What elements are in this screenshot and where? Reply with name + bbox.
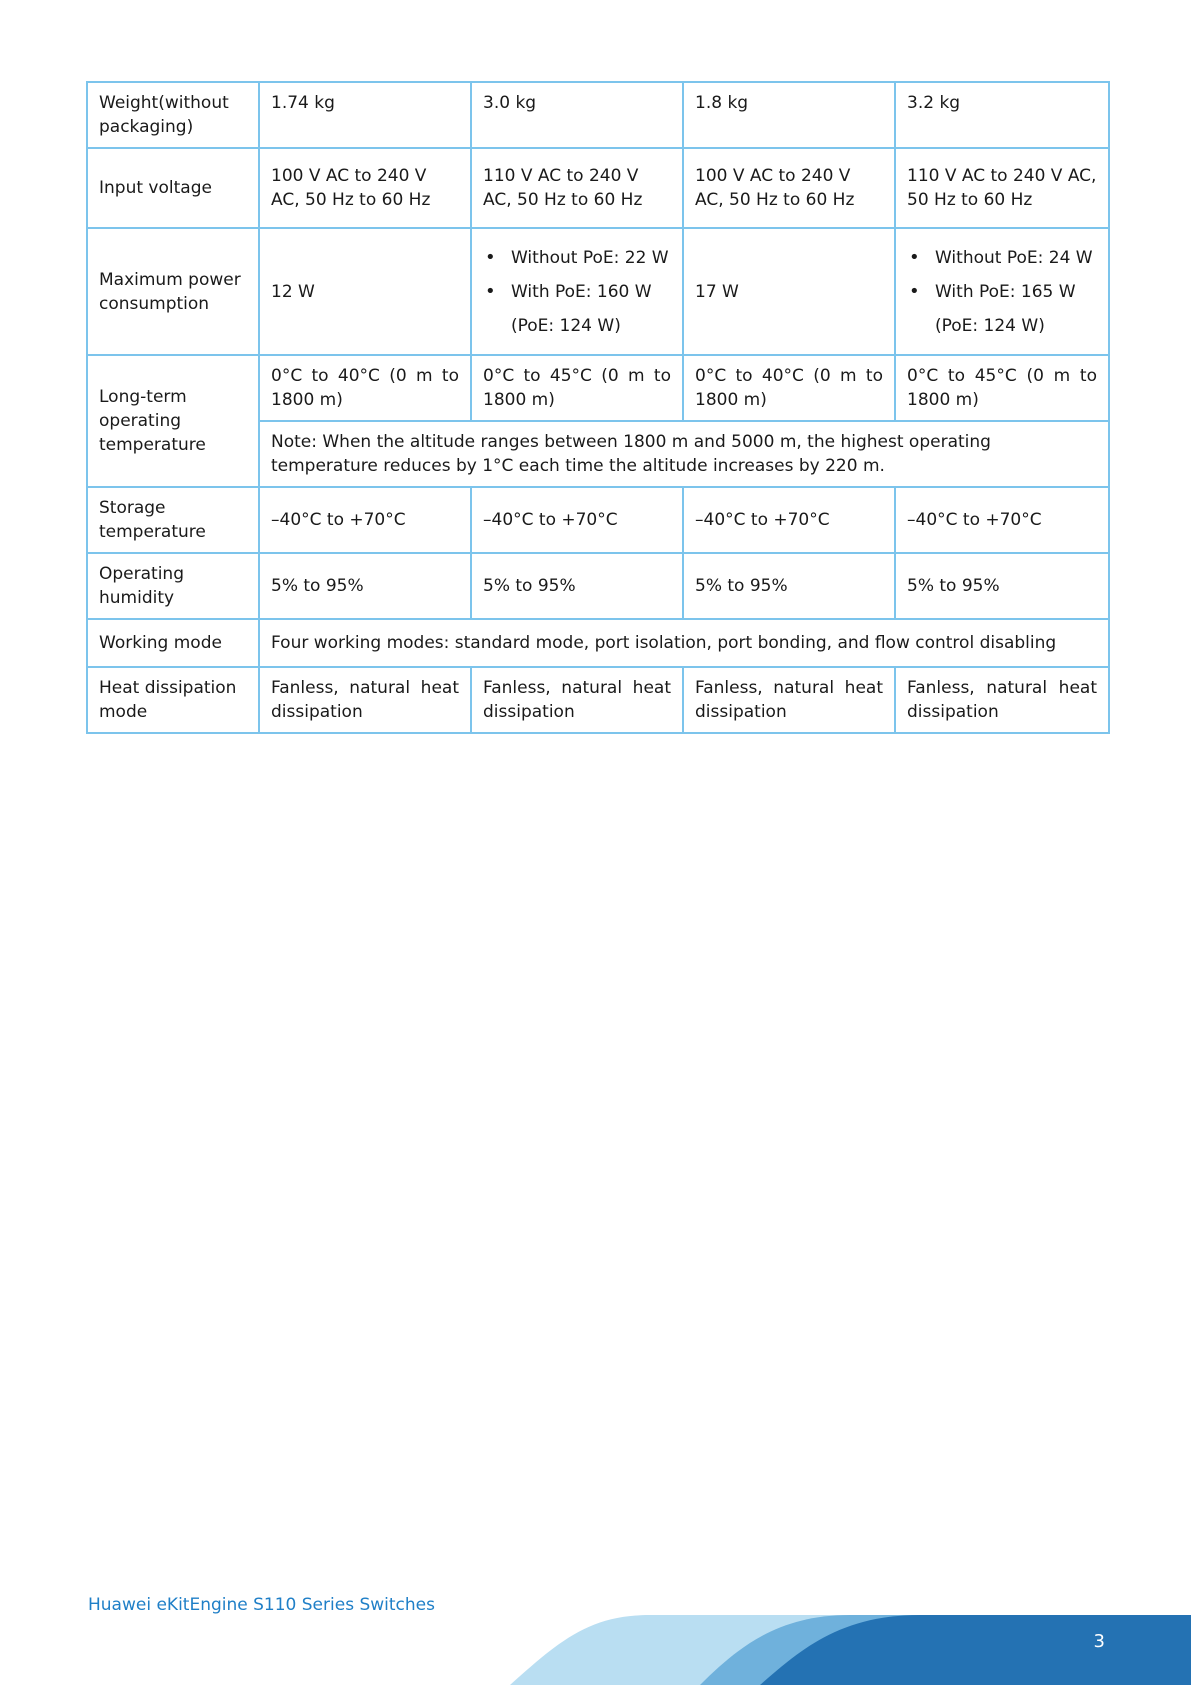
- table-cell: 5% to 95%: [471, 553, 683, 619]
- table-cell: –40°C to +70°C: [895, 487, 1109, 553]
- bullet-list: [907, 241, 1097, 309]
- table-cell: 1.74 kg: [259, 82, 471, 148]
- table-cell: [471, 228, 683, 355]
- table-cell: –40°C to +70°C: [683, 487, 895, 553]
- poe-note: (PoE: 124 W): [511, 315, 621, 336]
- list-item: • Without PoE: 22 W: [483, 241, 671, 275]
- list-item: • With PoE: 160 W: [483, 275, 671, 309]
- list-item: • Without PoE: 24 W: [907, 241, 1097, 275]
- row-label: Long-term operating temperature: [87, 355, 259, 487]
- row-label: Storage temperature: [87, 487, 259, 553]
- table-cell: 5% to 95%: [683, 553, 895, 619]
- table-cell: 3.0 kg: [471, 82, 683, 148]
- table-cell: Four working modes: standard mode, port isolation, port bonding, and flow control disabling: [259, 619, 1109, 667]
- table-row-humidity: [87, 553, 1109, 619]
- table-row-input-voltage: [87, 148, 1109, 228]
- row-label: Maximum power consumption: [87, 228, 259, 355]
- table-cell: 100 V AC to 240 V AC, 50 Hz to 60 Hz: [683, 148, 895, 228]
- table-row-working-mode: [87, 619, 1109, 667]
- table-cell: Fanless, natural heat dissipation: [683, 667, 895, 733]
- table-cell: [895, 228, 1109, 355]
- table-cell: 110 V AC to 240 V AC, 50 Hz to 60 Hz: [895, 148, 1109, 228]
- table-cell: 5% to 95%: [895, 553, 1109, 619]
- table-row-operating-temp: [87, 355, 1109, 421]
- table-cell: 0°C to 40°C (0 m to 1800 m): [683, 355, 895, 421]
- table-cell: 110 V AC to 240 V AC, 50 Hz to 60 Hz: [471, 148, 683, 228]
- table-cell: 3.2 kg: [895, 82, 1109, 148]
- row-label: Heat dissipation mode: [87, 667, 259, 733]
- table-cell: 17 W: [683, 228, 895, 355]
- footer-wave-decoration: [0, 1600, 1191, 1685]
- row-label: Operating humidity: [87, 553, 259, 619]
- altitude-note: Note: When the altitude ranges between 1800 m and 5000 m, the highest operating temperature reduces by 1°C each time the altitude increases by 220 m.: [259, 421, 1109, 487]
- table-cell: –40°C to +70°C: [259, 487, 471, 553]
- list-item: • With PoE: 165 W: [907, 275, 1097, 309]
- row-label: Working mode: [87, 619, 259, 667]
- table-cell: 100 V AC to 240 V AC, 50 Hz to 60 Hz: [259, 148, 471, 228]
- table-cell: Fanless, natural heat dissipation: [895, 667, 1109, 733]
- table-row-max-power: [87, 228, 1109, 355]
- table-row-weight: [87, 82, 1109, 148]
- table-cell: 0°C to 45°C (0 m to 1800 m): [471, 355, 683, 421]
- table-cell: 12 W: [259, 228, 471, 355]
- table-cell: 0°C to 40°C (0 m to 1800 m): [259, 355, 471, 421]
- table-cell: 0°C to 45°C (0 m to 1800 m): [895, 355, 1109, 421]
- footer-title: Huawei eKitEngine S110 Series Switches: [88, 1595, 435, 1615]
- table-cell: 1.8 kg: [683, 82, 895, 148]
- table-row-storage-temp: [87, 487, 1109, 553]
- row-label: Weight(without packaging): [87, 82, 259, 148]
- page-number: 3: [1093, 1631, 1105, 1652]
- spec-table: [86, 81, 1110, 734]
- table-row-heat-dissipation: [87, 667, 1109, 733]
- poe-note: (PoE: 124 W): [935, 315, 1045, 336]
- table-cell: Fanless, natural heat dissipation: [471, 667, 683, 733]
- table-cell: 5% to 95%: [259, 553, 471, 619]
- bullet-list: [483, 241, 671, 309]
- table-cell: –40°C to +70°C: [471, 487, 683, 553]
- row-label: Input voltage: [87, 148, 259, 228]
- table-cell: Fanless, natural heat dissipation: [259, 667, 471, 733]
